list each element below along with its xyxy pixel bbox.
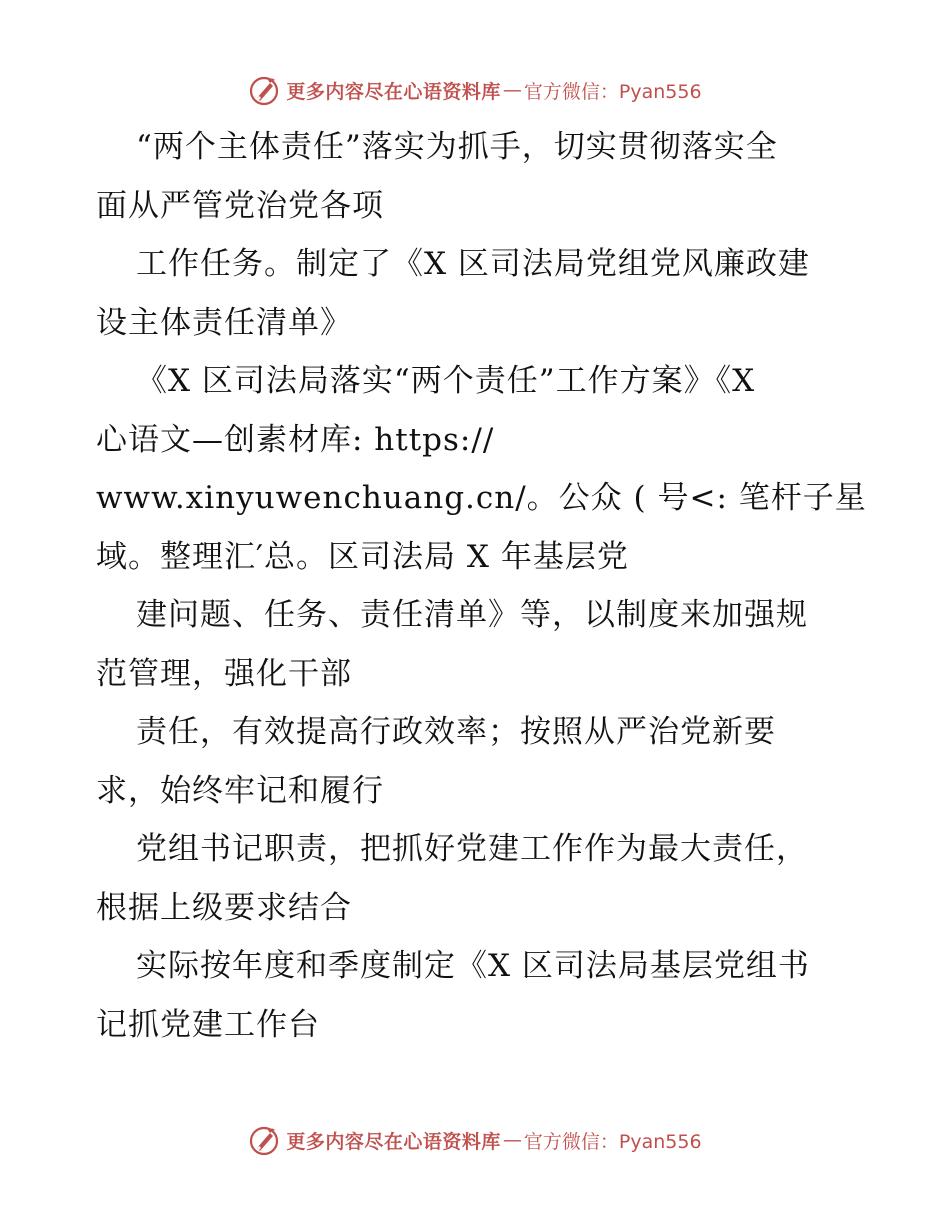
body-line: 党组书记职责，把抓好党建工作作为最大责任， [136, 831, 808, 867]
pen-logo-icon [248, 74, 280, 106]
body-line: 域。整理汇′总。区司法局 X 年基层党 [96, 538, 629, 575]
document-body [96, 118, 866, 1054]
body-line: 责任，有效提高行政效率；按照从严治党新要 [136, 714, 776, 750]
body-line: 设主体责任清单》 [96, 304, 352, 341]
header-banner-separator: — [502, 79, 522, 101]
body-line: 范管理，强化干部 [96, 655, 352, 692]
body-line: 工作任务。制定了《X 区司法局党组党风廉政建 [136, 246, 810, 282]
body-line: 根据上级要求结合 [96, 889, 352, 926]
body-line: www.xinyuwenchuang.cn/。公众 ( 号<: 笔杆子星 [96, 480, 867, 516]
body-line: 心语文—创素材库: https:// [96, 421, 495, 458]
pen-logo-icon [248, 1124, 280, 1156]
header-banner [0, 70, 950, 110]
body-line: “两个主体责任”落实为抓手，切实贯彻落实全 [136, 129, 778, 165]
footer-banner [0, 1120, 950, 1160]
body-line: 面从严管党治党各项 [96, 187, 384, 224]
body-line: 求，始终牢记和履行 [96, 772, 384, 809]
body-line: 《X 区司法局落实“两个责任”工作方案》《X [136, 363, 756, 399]
body-line: 建问题、任务、责任清单》等，以制度来加强规 [136, 597, 808, 633]
footer-wechat-text: 官方微信：Pyan556 [523, 1130, 702, 1153]
footer-banner-separator: — [502, 1129, 522, 1151]
body-line: 记抓党建工作台 [96, 1006, 320, 1043]
header-wechat-text: 官方微信：Pyan556 [523, 80, 702, 103]
body-line: 实际按年度和季度制定《X 区司法局基层党组书 [136, 948, 810, 984]
footer-banner-text: 更多内容尽在心语资料库 [286, 1130, 501, 1153]
header-banner-text: 更多内容尽在心语资料库 [286, 80, 501, 103]
